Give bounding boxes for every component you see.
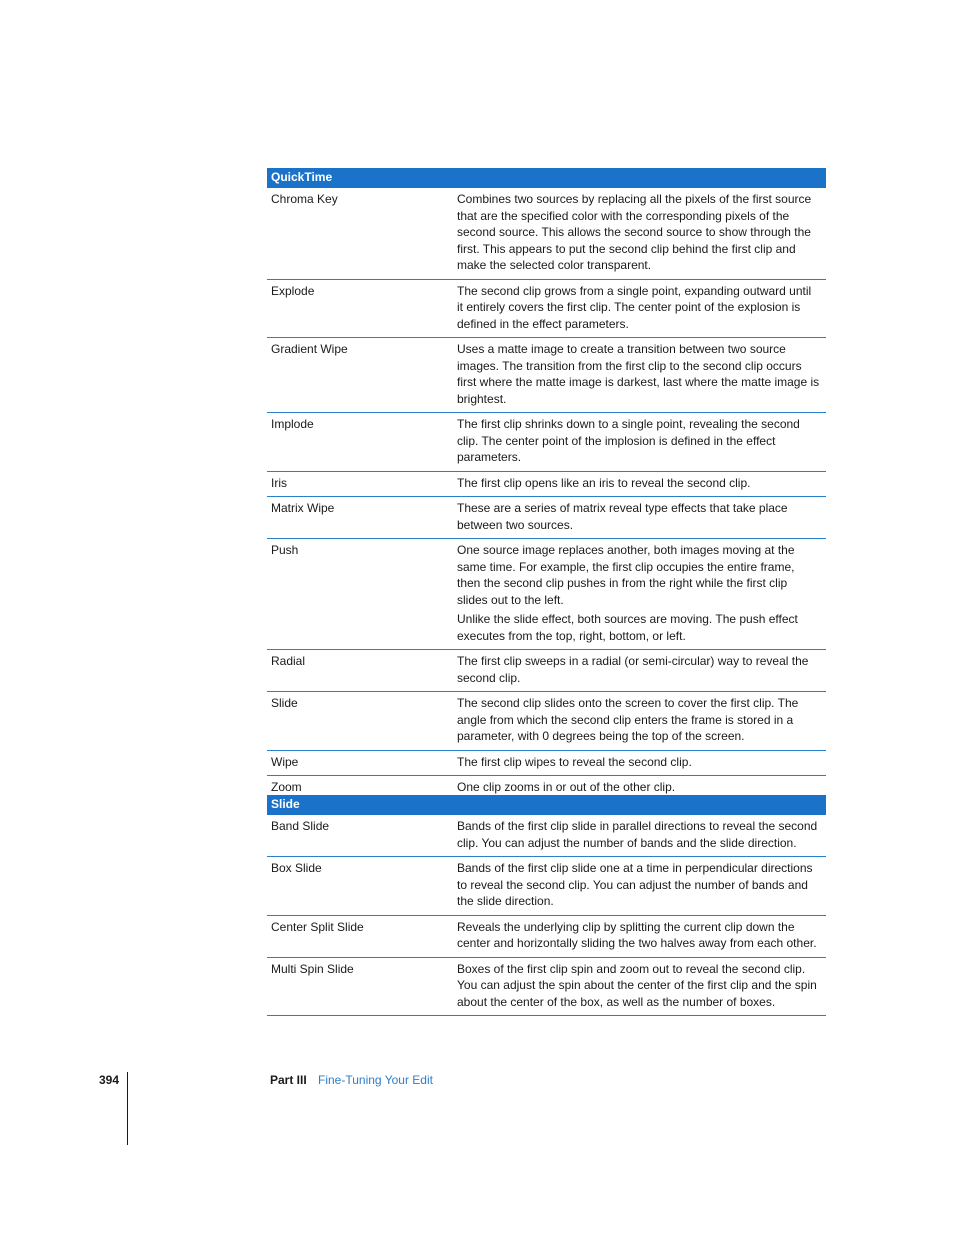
effect-name: Radial: [271, 654, 306, 668]
effect-name: Slide: [271, 696, 298, 710]
effect-description: [457, 191, 826, 274]
part-label: Part III: [270, 1073, 307, 1087]
table-row: [267, 413, 826, 472]
description-paragraph: These are a series of matrix reveal type effects that take place between two sources.: [457, 501, 788, 532]
description-paragraph: Uses a matte image to create a transition between two source images. The transition from the first clip to the second clip occurs first where the matte image is darkest, last where the matte image is brightest.: [457, 342, 820, 406]
table-row: [267, 188, 826, 280]
table-header: QuickTime: [267, 168, 826, 188]
effect-description: [457, 695, 826, 745]
table-row: [267, 280, 826, 339]
page-number: 394: [99, 1073, 120, 1087]
description-paragraph: The second clip slides onto the screen to cover the first clip. The angle from which the second clip enters the frame is stored in a parameter, with 0 degrees being the top of the screen.: [457, 696, 799, 743]
table-row: [267, 497, 826, 539]
chapter-link[interactable]: Fine-Tuning Your Edit: [318, 1073, 433, 1087]
effect-description: [457, 818, 826, 851]
effect-name: Multi Spin Slide: [271, 961, 354, 976]
effect-description: [457, 416, 826, 466]
effect-name: Center Split Slide: [271, 919, 364, 934]
effect-name: Explode: [271, 283, 315, 298]
description-paragraph: The second clip grows from a single point, expanding outward until it entirely covers the first clip. The center point of the explosion is defined in the effect parameters.: [457, 283, 812, 331]
effect-description: [457, 961, 826, 1011]
description-paragraph: Reveals the underlying clip by splitting the current clip down the center and horizontally sliding the two halves away from each other.: [457, 919, 817, 950]
effect-description: [457, 283, 826, 333]
table-rows: [267, 815, 826, 1016]
effect-description: [457, 542, 826, 644]
table-row: [267, 916, 826, 958]
effect-description: [457, 341, 826, 407]
table-row: [267, 857, 826, 916]
description-paragraph: The first clip opens like an iris to reveal the second clip.: [457, 475, 751, 490]
table-rows: [267, 188, 826, 802]
effect-name: Chroma Key: [271, 192, 338, 206]
description-paragraph: One source image replaces another, both images moving at the same time. For example, the first clip occupies the entire frame, then the second clip pushes in from the right while the first clip slides out to the left.: [457, 543, 795, 607]
effect-name: Band Slide: [271, 819, 330, 833]
effect-name: Box Slide: [271, 861, 322, 875]
description-paragraph: Boxes of the first clip spin and zoom out to reveal the second clip. You can adjust the spin about the center of the first clip and the spin about the center of the box, as well as the number of boxes.: [457, 961, 817, 1009]
table-header: Slide: [267, 795, 826, 815]
effect-name: Push: [271, 543, 299, 557]
effect-description: [457, 754, 826, 771]
description-paragraph: Bands of the first clip slide one at a time in perpendicular directions to reveal the second clip. You can adjust the number of bands and the slide direction.: [457, 861, 813, 908]
table-row: [267, 650, 826, 692]
description-paragraph: Combines two sources by replacing all the pixels of the first source that are the specified color with the corresponding pixels of the second source. This allows the second source to show through the first. This appears to put the second clip behind the first clip and make the selected color transparent.: [457, 192, 812, 272]
description-paragraph: Bands of the first clip slide in parallel directions to reveal the second clip. You can adjust the number of bands and the slide direction.: [457, 819, 818, 850]
quicktime-table: [267, 168, 826, 802]
description-paragraph: One clip zooms in or out of the other clip.: [457, 780, 676, 794]
effect-description: [457, 860, 826, 910]
effect-description: [457, 475, 826, 492]
effect-description: [457, 500, 826, 533]
effect-name: Wipe: [271, 754, 299, 769]
effect-name: Implode: [271, 417, 314, 431]
table-row: [267, 692, 826, 751]
description-paragraph: The first clip shrinks down to a single point, revealing the second clip. The center point of the implosion is defined in the effect parameters.: [457, 417, 800, 464]
table-row: [267, 338, 826, 413]
table-row: [267, 815, 826, 857]
description-paragraph: Unlike the slide effect, both sources are moving. The push effect executes from the top, right, bottom, or left.: [457, 612, 798, 643]
footer-divider: [127, 1072, 128, 1145]
effect-name: Gradient Wipe: [271, 342, 348, 356]
table-row: [267, 958, 826, 1017]
table-row: [267, 751, 826, 777]
description-paragraph: The first clip wipes to reveal the second clip.: [457, 754, 692, 769]
effect-name: Matrix Wipe: [271, 501, 335, 515]
table-row: [267, 472, 826, 498]
effect-description: [457, 779, 826, 796]
effect-name: Zoom: [271, 780, 302, 794]
effect-description: [457, 653, 826, 686]
description-paragraph: The first clip sweeps in a radial (or semi-circular) way to reveal the second clip.: [457, 654, 809, 685]
table-row: [267, 539, 826, 650]
effect-name: Iris: [271, 475, 287, 490]
slide-table: [267, 795, 826, 1016]
effect-description: [457, 919, 826, 952]
